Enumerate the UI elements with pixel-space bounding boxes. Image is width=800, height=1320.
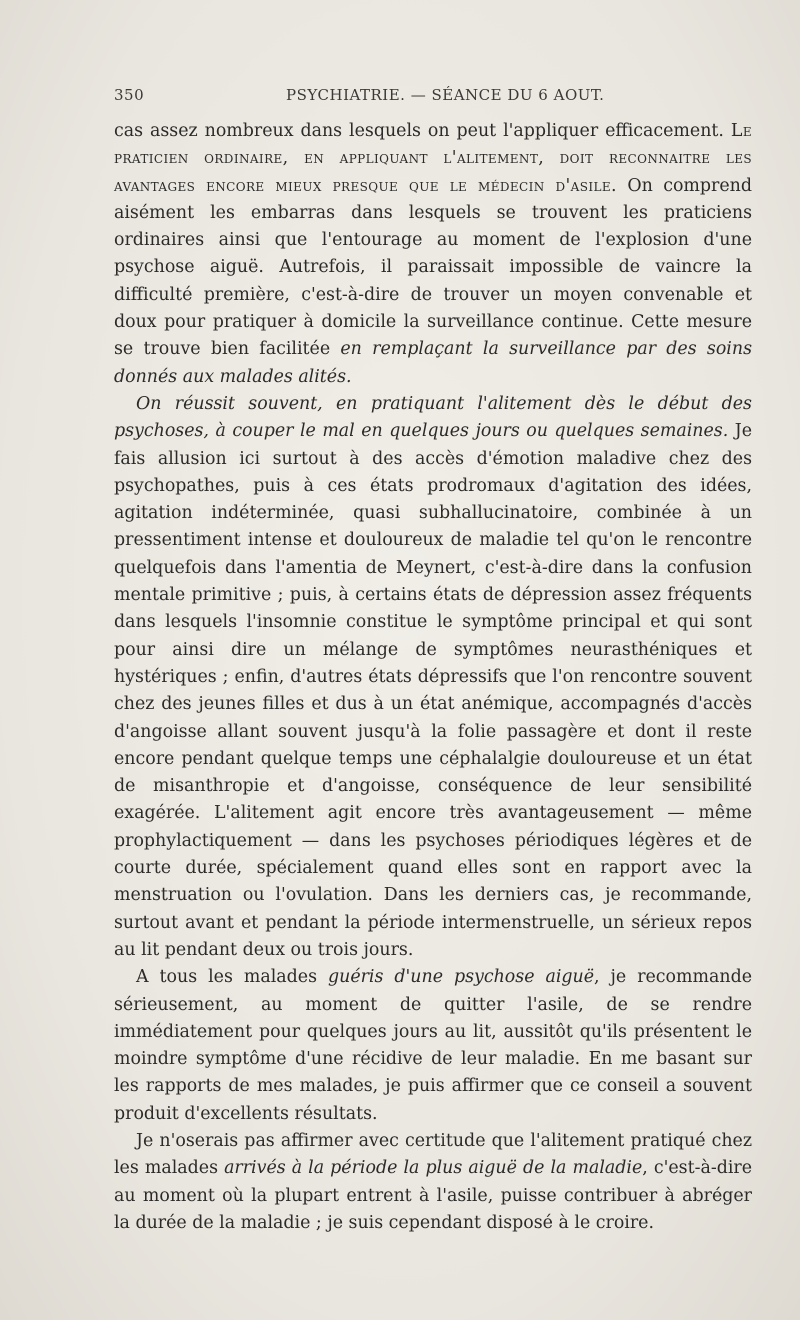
paragraph-4 (114, 1128, 752, 1237)
body-text (114, 118, 752, 1237)
paragraph-2 (114, 391, 752, 964)
paragraph-2-text: Je fais allusion ici surtout à des accès d'émotion maladive chez des psychopathes, puis à ces états prodromaux d'agitation des idées, agitation indéterminée, quasi subhallucinatoire, combinée à un pressentiment intense et douloureux de maladie tel qu'on le rencontre quelquefois dans l'amentia de Meynert, c'est-à-dire dans la confusion mentale primitive ; puis, à certains états de dépression assez fréquents dans lesquels l'insomnie constitue le symptôme principal et qui sont pour ainsi dire un mélange de symptômes neurasthéniques et hystériques ; enfin, d'autres états dépressifs que l'on rencontre souvent chez des jeunes filles et dus à un état anémique, accompagnés d'accès d'angoisse allant souvent jusqu'à la folie passagère et dont il reste encore pendant quelque temps une céphalalgie douloureuse et un état de misanthropie et d'angoisse, conséquence de leur sensibilité exagérée. L'alitement agit encore très avantageusement — même prophylactiquement — dans les psychoses périodiques légères et de courte durée, spécialement quand elles sont en rapport avec la menstruation ou l'ovulation. Dans les derniers cas, je recommande, surtout avant et pendant la période intermenstruelle, un sérieux repos au lit pendant deux ou trois jours. (114, 421, 752, 960)
paragraph-4-text-a: Je n'oserais pas affirmer avec certitude que l'alitement pratiqué chez les malades (114, 1130, 752, 1179)
paragraph-1-text-b: On comprend aisément les embarras dans lesquels se trouvent les praticiens ordinaires ainsi que l'entourage au moment de l'explosion d'une psychose aiguë. Autrefois, il paraissait impossible de vaincre la difficulté première, c'est-à-dire de trouver un moyen convenable et doux pour pratiquer à domicile la surveillance continue. Cette mesure se trouve bien facilitée (114, 175, 752, 360)
page-number: 350 (114, 86, 145, 104)
running-head (114, 86, 750, 108)
paragraph-3-text-b: , je recommande sérieusement, au moment de quitter l'asile, de se rendre immédiatement pour quelques jours au lit, aussitôt qu'ils présentent le moindre symptôme d'une récidive de leur maladie. En me basant sur les rapports de mes malades, je puis affirmer que ce conseil a souvent produit d'excellents résultats. (114, 967, 752, 1124)
paragraph-4-text-b: , c'est-à-dire au moment où la plupart entrent à l'asile, puisse contribuer à abréger la durée de la maladie ; je suis cependant disposé à le croire. (114, 1158, 752, 1233)
paragraph-1-text-a: cas assez nombreux dans lesquels on peut l'appliquer efficacement. (114, 121, 731, 141)
paragraph-2-italic: On réussit souvent, en pratiquant l'alitement dès le début des psychoses, à couper le mal en quelques jours ou quelques semaines. (114, 393, 752, 442)
running-title: PSYCHIATRIE. — SÉANCE DU 6 AOUT. (286, 86, 605, 104)
paragraph-1 (114, 118, 752, 391)
paragraph-4-italic: arrivés à la période la plus aiguë de la maladie (224, 1158, 643, 1179)
paragraph-3-italic: guéris d'une psychose aiguë (327, 967, 595, 988)
paragraph-3-text-a: A tous les malades (136, 967, 328, 988)
paragraph-1-italic: en remplaçant la surveillance par des soins donnés aux malades alités. (114, 339, 752, 387)
paragraph-3 (114, 964, 752, 1128)
paragraph-1-smallcaps: Le praticien ordinaire, en appliquant l'alitement, doit reconnaitre les avantages encore mieux presque que le médecin d'asile. (114, 121, 752, 196)
